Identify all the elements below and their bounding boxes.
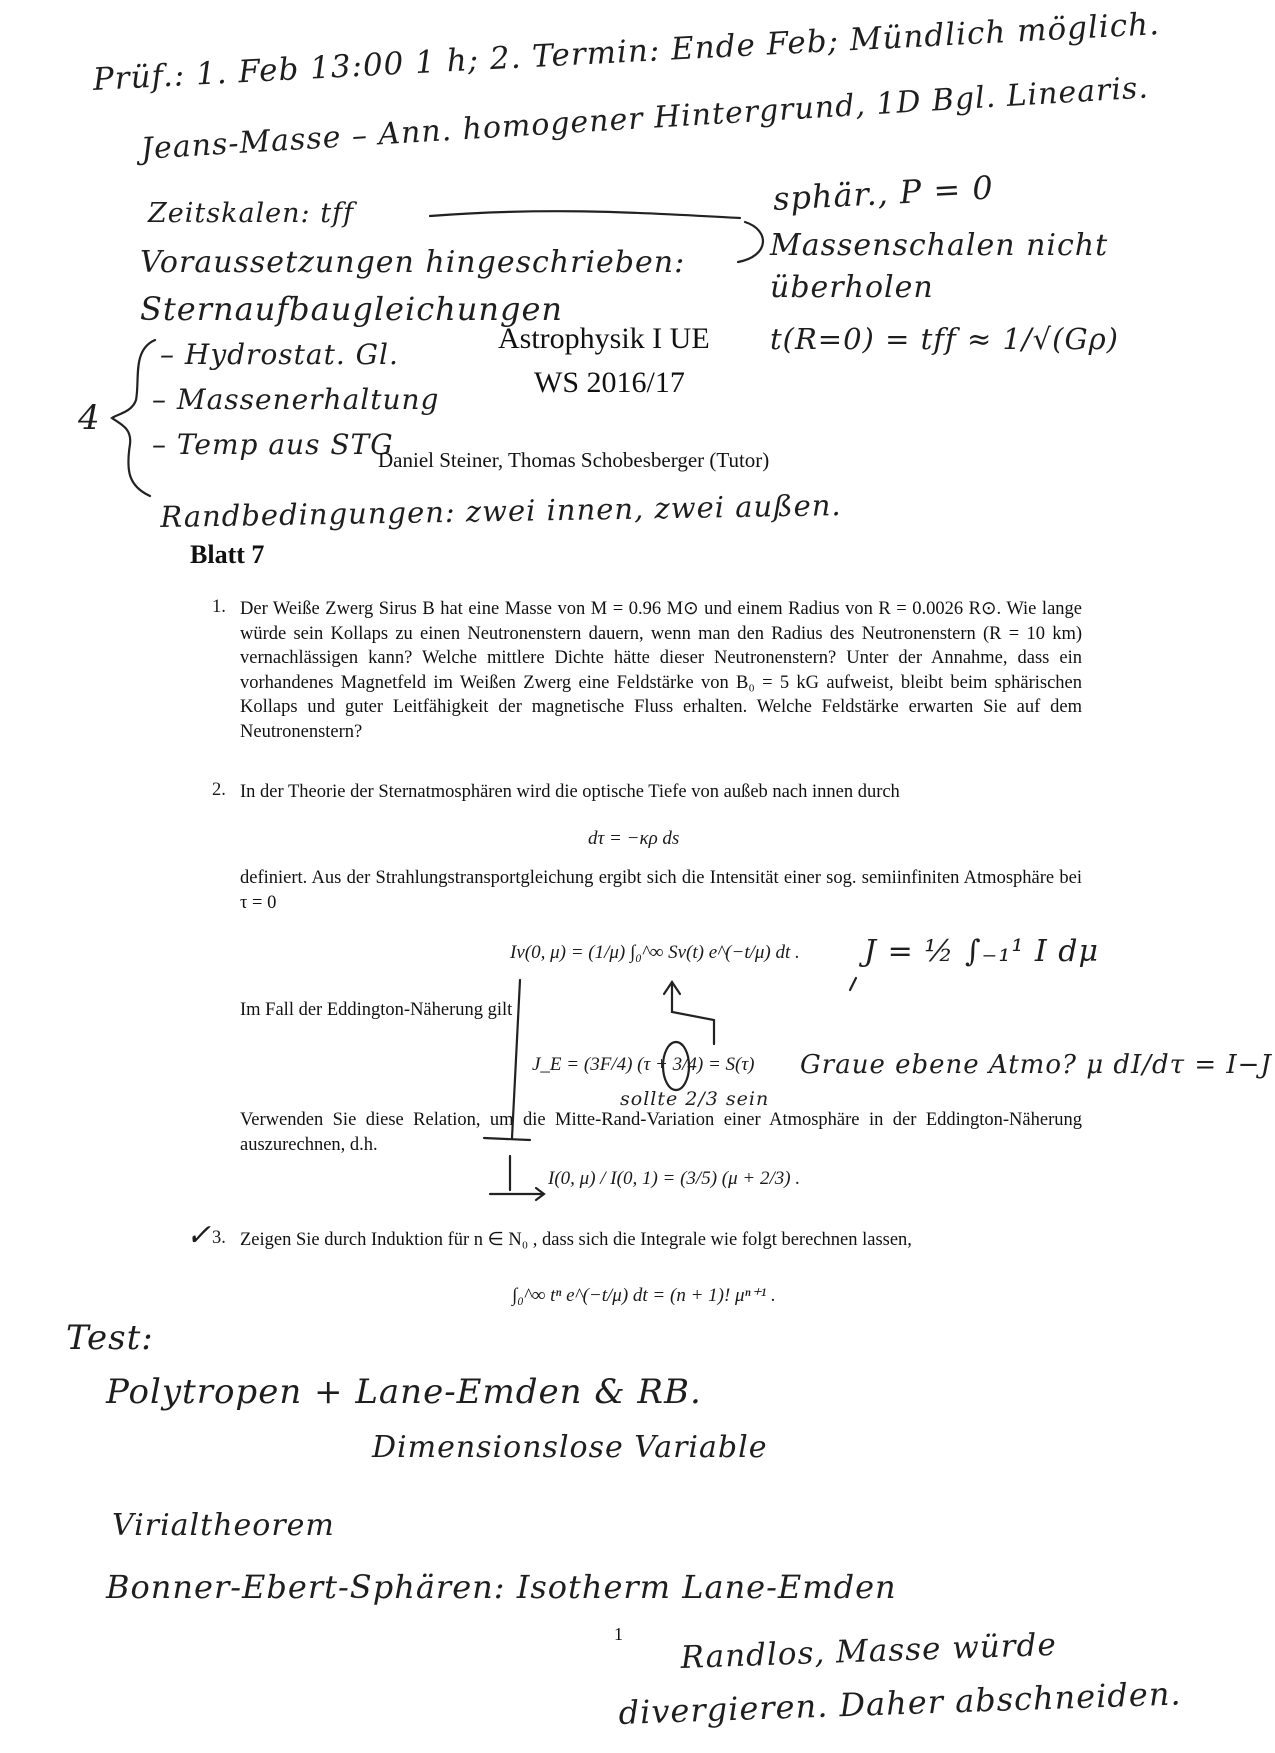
equation-limb-darkening: I(0, μ) / I(0, 1) = (3/5) (μ + 2/3) . <box>548 1168 801 1189</box>
problem-3-text: Zeigen Sie durch Induktion für n ∈ N₀ , dass sich die Integrale wie folgt berechnen lassen, <box>240 1230 912 1250</box>
circle-three-quarters <box>663 1042 689 1090</box>
note-brace-count: 4 <box>78 398 101 438</box>
timescale-stroke <box>430 211 740 218</box>
note-jeans-mass: Jeans-Masse – Ann. homogener Hintergrund, 1D Bgl. Linearis. <box>140 70 1150 167</box>
authors: Daniel Steiner, Thomas Schobesberger (Tutor) <box>378 448 770 472</box>
note-temperature: – Temp aus STG <box>152 428 394 461</box>
note-mean-intensity: J = ½ ∫₋₁¹ I dμ <box>864 934 1099 969</box>
note-freefall-time: t(R=0) = tff ≈ 1/√(Gρ) <box>770 322 1120 356</box>
note-spherical: sphär., P = 0 <box>772 168 995 218</box>
note-diverge: divergieren. Daher abschneiden. <box>618 1674 1183 1732</box>
note-boundary-conditions: Randbedingungen: zwei innen, zwei außen. <box>160 488 842 534</box>
problem-2-text-2: definiert. Aus der Strahlungstransportgleichung ergibt sich die Intensität einer sog. semiinfiniten Atmosphäre bei τ = 0 <box>240 868 1082 913</box>
note-test: Test: <box>66 1318 154 1358</box>
page-number: 1 <box>614 1624 623 1644</box>
note-exam-dates: Prüf.: 1. Feb 13:00 1 h; 2. Termin: Ende Feb; Mündlich möglich. <box>92 6 1161 98</box>
note-should-be: sollte 2/3 sein <box>620 1088 770 1110</box>
note-virial: Virialtheorem <box>112 1508 335 1543</box>
note-dimensionless: Dimensionslose Variable <box>372 1430 768 1465</box>
note-overtake: überholen <box>770 270 934 305</box>
sheet-title: Blatt 7 <box>190 540 265 569</box>
note-grey-atmosphere: Graue ebene Atmo? μ dI/dτ = I−J <box>800 1050 1272 1080</box>
check-mark: ✓ <box>186 1218 213 1253</box>
problem-2-text-3: Im Fall der Eddington-Näherung gilt <box>240 1000 513 1020</box>
problem-2-number: 2. <box>212 780 226 800</box>
equation-eddington: J_E = (3F/4) (τ + 3/4) = S(τ) <box>532 1054 755 1075</box>
note-assumptions: Voraussetzungen hingeschrieben: <box>140 245 686 280</box>
arrow-vertical-line <box>512 980 520 1138</box>
note-mass-shells: Massenschalen nicht <box>770 228 1109 263</box>
problem-2-text: In der Theorie der Sternatmosphären wird die optische Tiefe von außeb nach innen durch <box>240 782 900 802</box>
note-bonnor-ebert: Bonner-Ebert-Sphären: Isotherm Lane-Emden <box>106 1568 897 1606</box>
list-brace <box>112 340 155 496</box>
course-title: Astrophysik I UE <box>498 322 710 355</box>
note-stellar-structure: Sternaufbaugleichungen <box>140 290 563 328</box>
problem-3-number: 3. <box>212 1228 226 1248</box>
note-mass-conservation: – Massenerhaltung <box>152 383 440 416</box>
assumptions-bracket <box>738 222 763 262</box>
note-boundless: Randlos, Masse würde <box>680 1626 1058 1676</box>
equation-intensity: Iν(0, μ) = (1/μ) ∫₀^∞ Sν(t) e^(−t/μ) dt . <box>510 942 800 963</box>
note-polytropes: Polytropen + Lane-Emden & RB. <box>106 1372 702 1412</box>
problem-1-text: Der Weiße Zwerg Sirus B hat eine Masse von M = 0.96 M⊙ und einem Radius von R = 0.0026 R⊙. Wie lange würde sein Kollaps zu einen Neutronenstern dauern, wenn man den Radius des Neutronenstern (R = 10 km) vernachlässigen kann? Welche mittlere Dichte hätte dieser Neutronenstern? Unter der Annahme, dass ein vorhandenes Magnetfeld im Weißen Zwerg eine Feldstärke von B₀ = 5 kG aufweist, bleibt beim sphärischen Kollaps und guter Leitfähigkeit der magnetische Fluss erhalten. Welche Feldstärke erwarten Sie auf dem Neutronenstern? <box>240 599 1082 742</box>
problem-1-number: 1. <box>212 597 226 617</box>
semester: WS 2016/17 <box>534 366 685 399</box>
note-timescales: Zeitskalen: tff <box>148 198 355 229</box>
note-hydrostatic: – Hydrostat. Gl. <box>160 338 399 371</box>
equation-optical-depth: dτ = −κρ ds <box>588 828 680 849</box>
equation-integral: ∫₀^∞ tⁿ e^(−t/μ) dt = (n + 1)! μⁿ⁺¹ . <box>512 1285 776 1306</box>
problem-2-text-4: Verwenden Sie diese Relation, um die Mitte-Rand-Variation einer Atmosphäre in der Eddington-Näherung auszurechnen, d.h. <box>240 1110 1082 1155</box>
